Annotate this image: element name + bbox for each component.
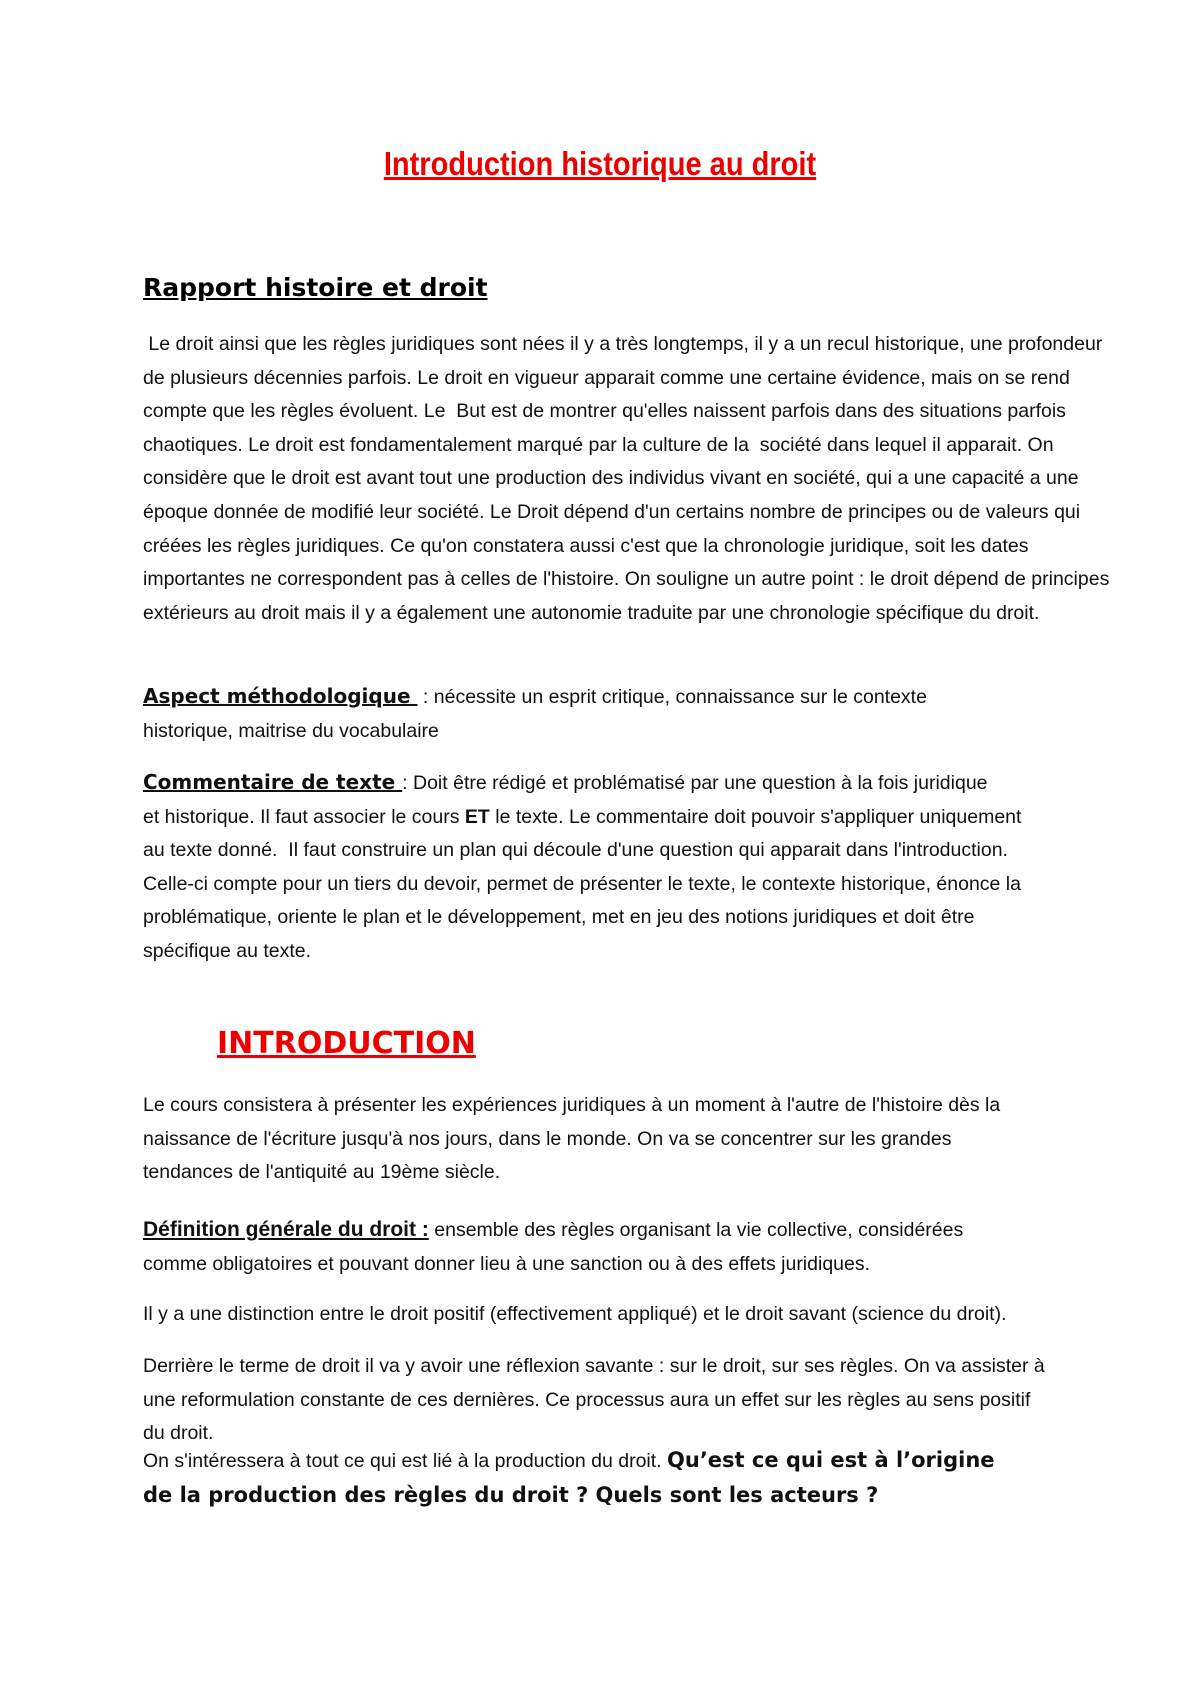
paragraph-line: naissance de l'écriture jusqu'à nos jours, dans le monde. On va se concentrer sur les grandes	[143, 1127, 952, 1150]
definition-text: ensemble des règles organisant la vie collective, considérées	[428, 1219, 964, 1241]
paragraph-line: problématique, oriente le plan et le développement, met en jeu des notions juridiques et doit être	[143, 906, 975, 929]
paragraph-line: du droit.	[143, 1422, 214, 1445]
question-bold: Qu’est ce qui est à l’origine	[667, 1448, 995, 1472]
paragraph-line: au texte donné. Il faut construire un plan qui découle d'une question qui apparait dans l'introduction.	[143, 839, 1008, 862]
paragraph-line	[143, 801, 1123, 835]
paragraph-definition	[143, 1213, 1123, 1281]
paragraph-line: Le droit ainsi que les règles juridiques sont nées il y a très longtemps, il y a un recul historique, une profondeur	[143, 333, 1103, 355]
production-text: On s'intéressera à tout ce qui est lié à la production du droit.	[143, 1450, 668, 1472]
commentaire-text: le texte. Le commentaire doit pouvoir s'appliquer uniquement	[489, 805, 1022, 828]
paragraph-line	[143, 1213, 1123, 1248]
paragraph-line: créées les règles juridiques. Ce qu'on constatera aussi c'est que la chronologie juridique, soit les dates	[143, 534, 1029, 557]
inline-heading-aspect: Aspect méthodologique	[143, 684, 418, 708]
paragraph-line: de plusieurs décennies parfois. Le droit en vigueur apparait comme une certaine évidence, mais on se rend	[143, 366, 1070, 389]
paragraph-line: comme obligatoires et pouvant donner lieu à une sanction ou à des effets juridiques.	[143, 1252, 871, 1275]
paragraph-line: considère que le droit est avant tout une production des individus vivant en société, qui a une capacité a une	[143, 467, 1079, 490]
paragraph-line: extérieurs au droit mais il y a également une autonomie traduite par une chronologie spécifique du droit.	[143, 601, 1040, 624]
paragraph-line: Derrière le terme de droit il va y avoir une réflexion savante : sur le droit, sur ses règles. On va assister à	[143, 1355, 1045, 1377]
paragraph-line: Celle-ci compte pour un tiers du devoir, permet de présenter le texte, le contexte historique, énonce la	[143, 872, 1021, 895]
section-heading-rapport: Rapport histoire et droit	[143, 273, 488, 302]
paragraph-rapport	[143, 328, 1123, 630]
paragraph-line	[143, 1479, 1123, 1514]
paragraph-aspect	[143, 680, 1123, 748]
paragraph-line: Le cours consistera à présenter les expériences juridiques à un moment à l'autre de l'histoire dès la	[143, 1094, 1001, 1116]
document-title: Introduction historique au droit	[383, 145, 817, 182]
paragraph-derriere	[143, 1350, 1123, 1451]
paragraph-commentaire	[143, 766, 1123, 969]
inline-heading-commentaire: Commentaire de texte	[143, 770, 403, 794]
paragraph-line: chaotiques. Le droit est fondamentalement marqué par la culture de la société dans lequel il apparait. On	[143, 433, 1054, 456]
paragraph-intro-cours	[143, 1089, 1123, 1190]
question-bold: de la production des règles du droit ? Quels sont les acteurs ?	[143, 1482, 879, 1507]
aspect-text: : nécessite un esprit critique, connaissance sur le contexte	[417, 686, 927, 708]
paragraph-line: importantes ne correspondent pas à celles de l'histoire. On souligne un autre point : le droit dépend de principes	[143, 568, 1110, 591]
paragraph-line: époque donnée de modifié leur société. Le Droit dépend d'un certains nombre de principes ou de valeurs qui	[143, 500, 1081, 523]
paragraph-distinction	[143, 1298, 1123, 1332]
paragraph-line: tendances de l'antiquité au 19ème siècle.	[143, 1161, 501, 1184]
paragraph-line: compte que les règles évoluent. Le But est de montrer qu'elles naissent parfois dans des situations parfois	[143, 400, 1066, 423]
paragraph-line: spécifique au texte.	[143, 939, 312, 962]
inline-heading-definition: Définition générale du droit :	[143, 1218, 429, 1241]
introduction-heading: INTRODUCTION	[217, 1026, 476, 1061]
paragraph-line: une reformulation constante de ces dernières. Ce processus aura un effet sur les règles au sens positif	[143, 1388, 1031, 1411]
commentaire-text: et historique. Il faut associer le cours	[143, 805, 465, 828]
paragraph-line: Il y a une distinction entre le droit positif (effectivement appliqué) et le droit savant (science du droit).	[143, 1303, 1007, 1325]
paragraph-line	[143, 680, 1123, 715]
paragraph-production	[143, 1444, 1123, 1513]
paragraph-line	[143, 1444, 1123, 1479]
commentaire-text: : Doit être rédigé et problématisé par une question à la fois juridique	[402, 772, 988, 794]
paragraph-line: historique, maitrise du vocabulaire	[143, 719, 439, 742]
emphasis-et: ET	[464, 805, 490, 828]
paragraph-line	[143, 766, 1123, 801]
